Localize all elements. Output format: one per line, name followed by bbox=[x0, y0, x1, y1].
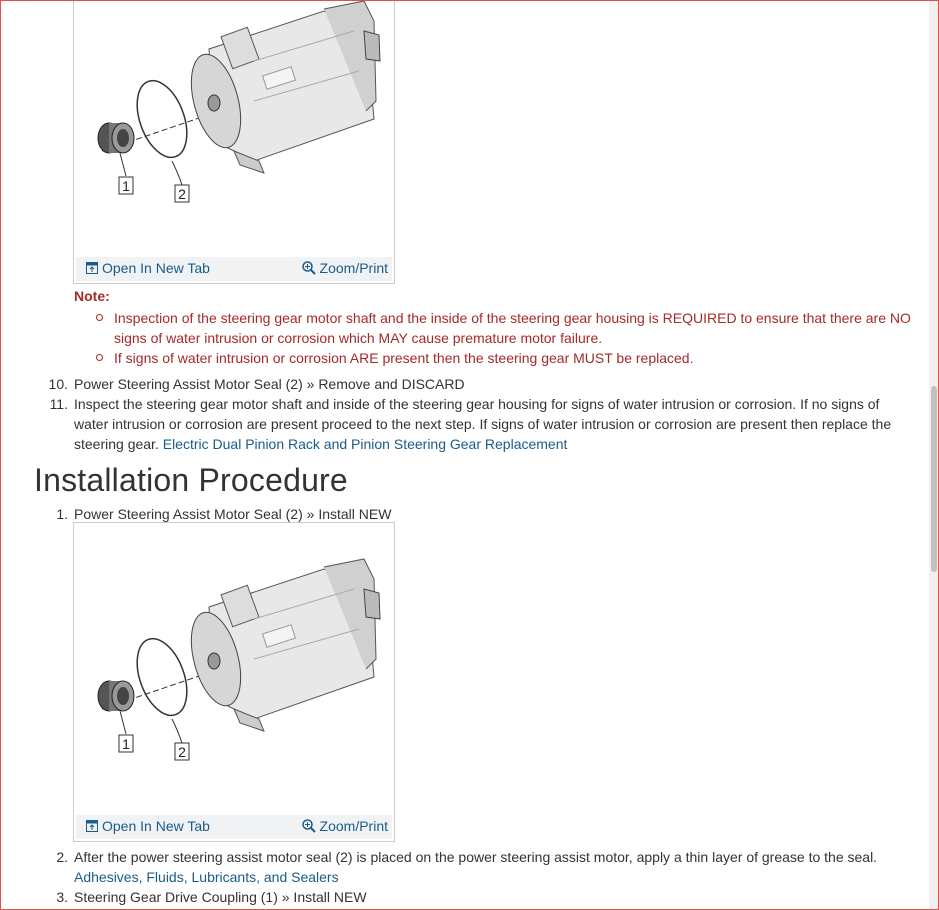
zoom-print-link[interactable] bbox=[302, 260, 388, 276]
zoom-print-label: Zoom/Print bbox=[319, 818, 388, 834]
open-in-new-tab-link[interactable] bbox=[86, 260, 210, 276]
install-step-1 bbox=[30, 504, 910, 524]
motor-seal-illustration bbox=[74, 523, 394, 815]
new-tab-icon bbox=[86, 262, 98, 274]
callout-1-leader bbox=[120, 153, 126, 176]
zoom-print-label: Zoom/Print bbox=[319, 260, 388, 276]
step-number: 2. bbox=[56, 849, 68, 865]
note-label: Note: bbox=[74, 288, 110, 304]
zoom-icon bbox=[302, 261, 316, 275]
callout-2-leader bbox=[172, 161, 182, 185]
step-number: 1. bbox=[56, 506, 68, 522]
install-step-3 bbox=[30, 887, 910, 907]
seal-ring bbox=[128, 74, 197, 164]
step-text: Steering Gear Drive Coupling (1) » Install NEW bbox=[74, 889, 367, 905]
zoom-print-link[interactable] bbox=[302, 818, 388, 834]
open-in-new-tab-label: Open In New Tab bbox=[102, 260, 210, 276]
step-text: After the power steering assist motor seal (2) is placed on the power steering assist motor, apply a thin layer of grease to the seal. bbox=[74, 849, 878, 865]
drive-coupling bbox=[98, 123, 134, 153]
removal-step-11 bbox=[30, 394, 910, 454]
installation-heading: Installation Procedure bbox=[34, 462, 348, 498]
removal-step-10 bbox=[30, 374, 910, 394]
zoom-icon bbox=[302, 819, 316, 833]
assist-motor bbox=[182, 1, 380, 173]
install-step-2 bbox=[30, 847, 910, 887]
callout-1: 1 bbox=[122, 736, 130, 752]
open-in-new-tab-label: Open In New Tab bbox=[102, 818, 210, 834]
drive-coupling bbox=[98, 681, 134, 711]
figure-motor-seal-removal bbox=[73, 0, 395, 284]
new-tab-icon bbox=[86, 820, 98, 832]
callout-1: 1 bbox=[122, 178, 130, 194]
motor-seal-illustration bbox=[74, 0, 394, 257]
steering-gear-replacement-link[interactable]: Electric Dual Pinion Rack and Pinion Steering Gear Replacement bbox=[162, 436, 568, 452]
step-number: 3. bbox=[56, 889, 68, 905]
note-list bbox=[94, 308, 924, 368]
note-item: If signs of water intrusion or corrosion ARE present then the steering gear MUST be replaced. bbox=[94, 348, 924, 368]
step-text: Power Steering Assist Motor Seal (2) » Remove and DISCARD bbox=[74, 376, 465, 392]
callout-2-leader bbox=[172, 719, 182, 743]
seal-ring bbox=[128, 632, 197, 722]
open-in-new-tab-link[interactable] bbox=[86, 818, 210, 834]
step-number: 10. bbox=[48, 376, 68, 392]
figure-toolbar bbox=[76, 815, 392, 839]
callout-2: 2 bbox=[178, 186, 186, 202]
step-text: Inspect the steering gear motor shaft and inside of the steering gear housing for signs of water intrusion or corrosion. If no signs of water intrusion or corrosion are present proceed to the next step. If signs of water intrusion or corrosion are present then replace the steering gear. bbox=[74, 396, 892, 452]
note-item: Inspection of the steering gear motor shaft and the inside of the steering gear housing is REQUIRED to ensure that there are NO signs of water intrusion or corrosion which MAY cause premature motor failure. bbox=[94, 308, 924, 348]
step-text: Power Steering Assist Motor Seal (2) » Install NEW bbox=[74, 506, 392, 522]
step-number: 11. bbox=[49, 396, 68, 412]
figure-toolbar bbox=[76, 257, 392, 281]
scrollbar-thumb[interactable] bbox=[931, 386, 937, 572]
assist-motor bbox=[182, 559, 380, 731]
callout-1-leader bbox=[120, 711, 126, 734]
callout-2: 2 bbox=[178, 744, 186, 760]
figure-motor-seal-install bbox=[73, 522, 395, 842]
adhesives-fluids-link[interactable]: Adhesives, Fluids, Lubricants, and Sealers bbox=[74, 869, 339, 885]
step-text-container bbox=[74, 394, 910, 454]
step-text-container bbox=[74, 847, 910, 887]
